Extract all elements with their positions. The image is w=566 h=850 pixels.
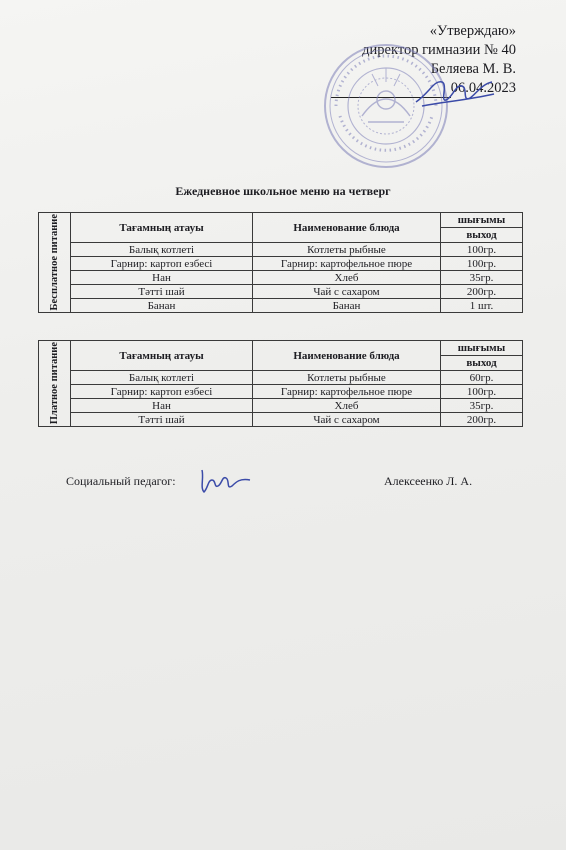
paid-meal-side-label: Платное питание <box>39 341 71 427</box>
approval-heading: «Утверждаю» <box>429 23 516 39</box>
approval-date: 06.04.2023 <box>450 80 516 96</box>
header-kz: Тағамның атауы <box>71 341 253 371</box>
header-output-kz: шығымы <box>441 341 523 356</box>
footer-name: Алексеенко Л. А. <box>384 474 473 488</box>
header-ru: Наименование блюда <box>253 341 441 371</box>
table-row: Нан Хлеб 35гр. <box>39 399 523 413</box>
table-row: Гарнир: картоп езбесі Гарнир: картофельное пюре 100гр. <box>39 385 523 399</box>
director-signature-icon <box>412 72 496 112</box>
footer-role: Социальный педагог: <box>66 474 176 488</box>
header-output-kz: шығымы <box>441 213 523 228</box>
approval-name: Беляева М. В. <box>430 61 516 77</box>
document-title: Ежедневное школьное меню на четверг <box>175 184 391 198</box>
table-row: Тәтті шай Чай с сахаром 200гр. <box>39 413 523 427</box>
free-meal-table <box>38 212 523 313</box>
paid-meal-table <box>38 340 523 427</box>
header-ru: Наименование блюда <box>253 213 441 243</box>
table-row: Гарнир: картоп езбесі Гарнир: картофельное пюре 100гр. <box>39 257 523 271</box>
approval-position: директор гимназии № 40 <box>362 42 516 58</box>
table-row: Нан Хлеб 35гр. <box>39 271 523 285</box>
table-row: Банан Банан 1 шт. <box>39 299 523 313</box>
table-row: Тәтті шай Чай с сахаром 200гр. <box>39 285 523 299</box>
free-meal-side-label: Бесплатное питание <box>39 213 71 313</box>
pedagogue-signature-icon <box>196 466 256 496</box>
table-row: Балық котлеті Котлеты рыбные 100гр. <box>39 243 523 257</box>
header-output-ru: выход <box>441 356 523 371</box>
table-row: Балық котлеті Котлеты рыбные 60гр. <box>39 371 523 385</box>
header-output-ru: выход <box>441 228 523 243</box>
header-kz: Тағамның атауы <box>71 213 253 243</box>
